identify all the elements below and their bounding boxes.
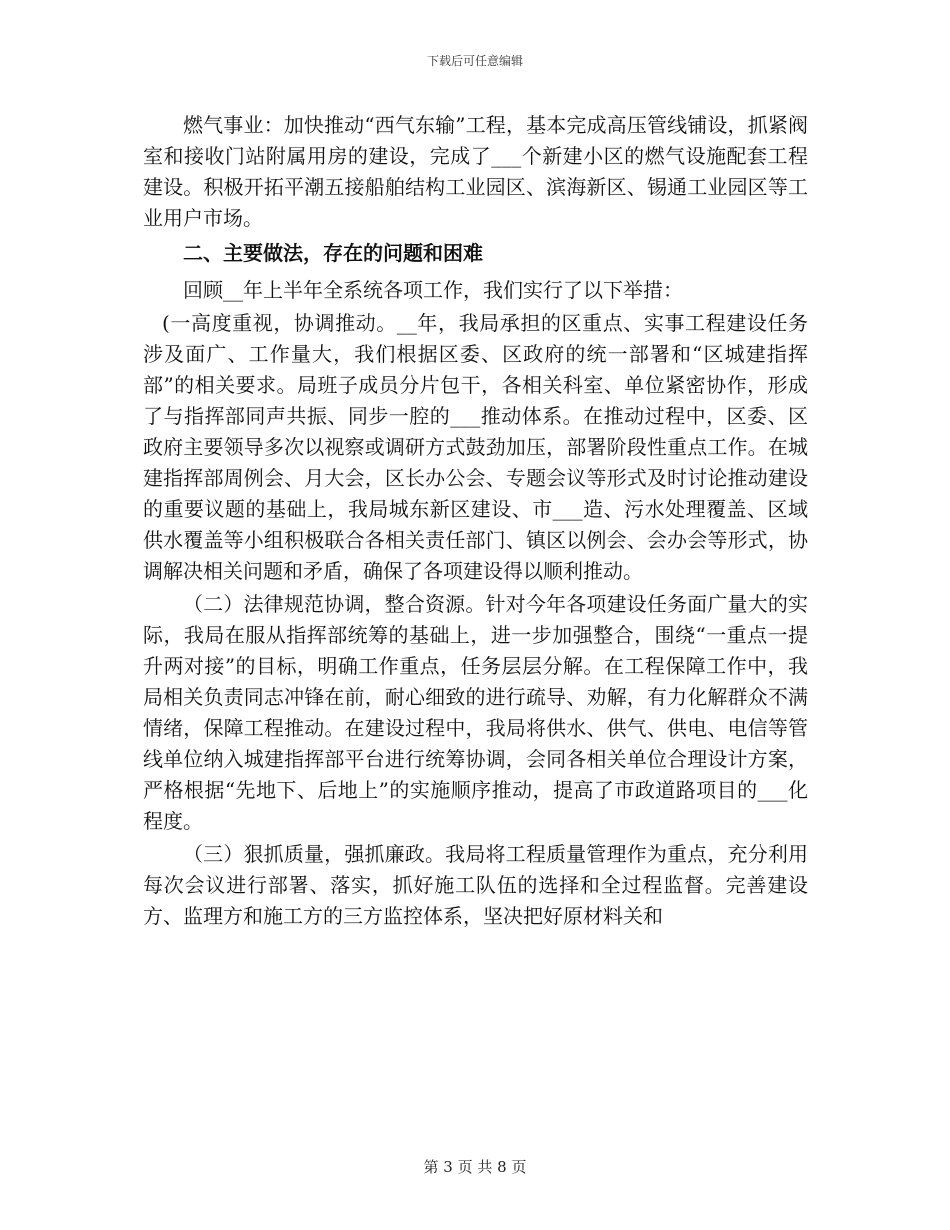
page-header-note: 下载后可任意编辑 — [426, 54, 523, 68]
paragraph-section-3: （三）狠抓质量，强抓廉政。我局将工程质量管理作为重点，充分利用每次会议进行部署、落实，抓好施工队伍的选择和全过程监督。完善建设方、监理方和施工方的三方监控体系，坚决把好原材料关和 — [143, 842, 808, 928]
paragraph-review: 回顾__年上半年全系统各项工作，我们实行了以下举措： — [183, 278, 683, 302]
page-footer-number: 第 3 页 共 8 页 — [423, 1158, 527, 1176]
section-heading-2: 二、主要做法，存在的问题和困难 — [183, 241, 483, 265]
document-body — [143, 110, 808, 934]
paragraph-section-1: (一高度重视，协调推动。__年，我局承担的区重点、实事工程建设任务涉及面广、工作量大，我们根据区委、区政府的统一部署和“区城建指挥部”的相关要求。局班子成员分片包干，各相关科室、单位紧密协作，形成了与指挥部同声共振、同步一腔的___推动体系。在推动过程中，区委、区政府主要领导多次以视察或调研方式鼓劲加压，部署阶段性重点工作。在城建指挥部周例会、月大会，区长办公会、专题会议等形式及时讨论推动建设的重要议题的基础上，我局城东新区建设、市___造、污水处理覆盖、区域供水覆盖等小组积极联合各相关责任部门、镇区以例会、会办会等形式，协调解决相关问题和矛盾，确保了各项建设得以顺利推动。 — [143, 311, 808, 583]
paragraph-gas-business: 燃气事业：加快推动“西气东输”工程，基本完成高压管线铺设，抓紧阀室和接收门站附属用房的建设，完成了___个新建小区的燃气设施配套工程建设。积极开拓平潮五接船舶结构工业园区、滨海新区、锡通工业园区等工业用户市场。 — [143, 113, 808, 230]
paragraph-section-2: （二）法律规范协调，整合资源。针对今年各项建设任务面广量大的实际，我局在服从指挥部统筹的基础上，进一步加强整合，围绕“一重点一提升两对接”的目标，明确工作重点，任务层层分解。在工程保障工作中，我局相关负责同志冲锋在前，耐心细致的进行疏导、劝解，有力化解群众不满情绪，保障工程推动。在建设过程中，我局将供水、供气、供电、电信等管线单位纳入城建指挥部平台进行统筹协调，会同各相关单位合理设计方案，严格根据“先地下、后地上”的实施顺序推动，提高了市政道路项目的___化程度。 — [143, 592, 808, 833]
